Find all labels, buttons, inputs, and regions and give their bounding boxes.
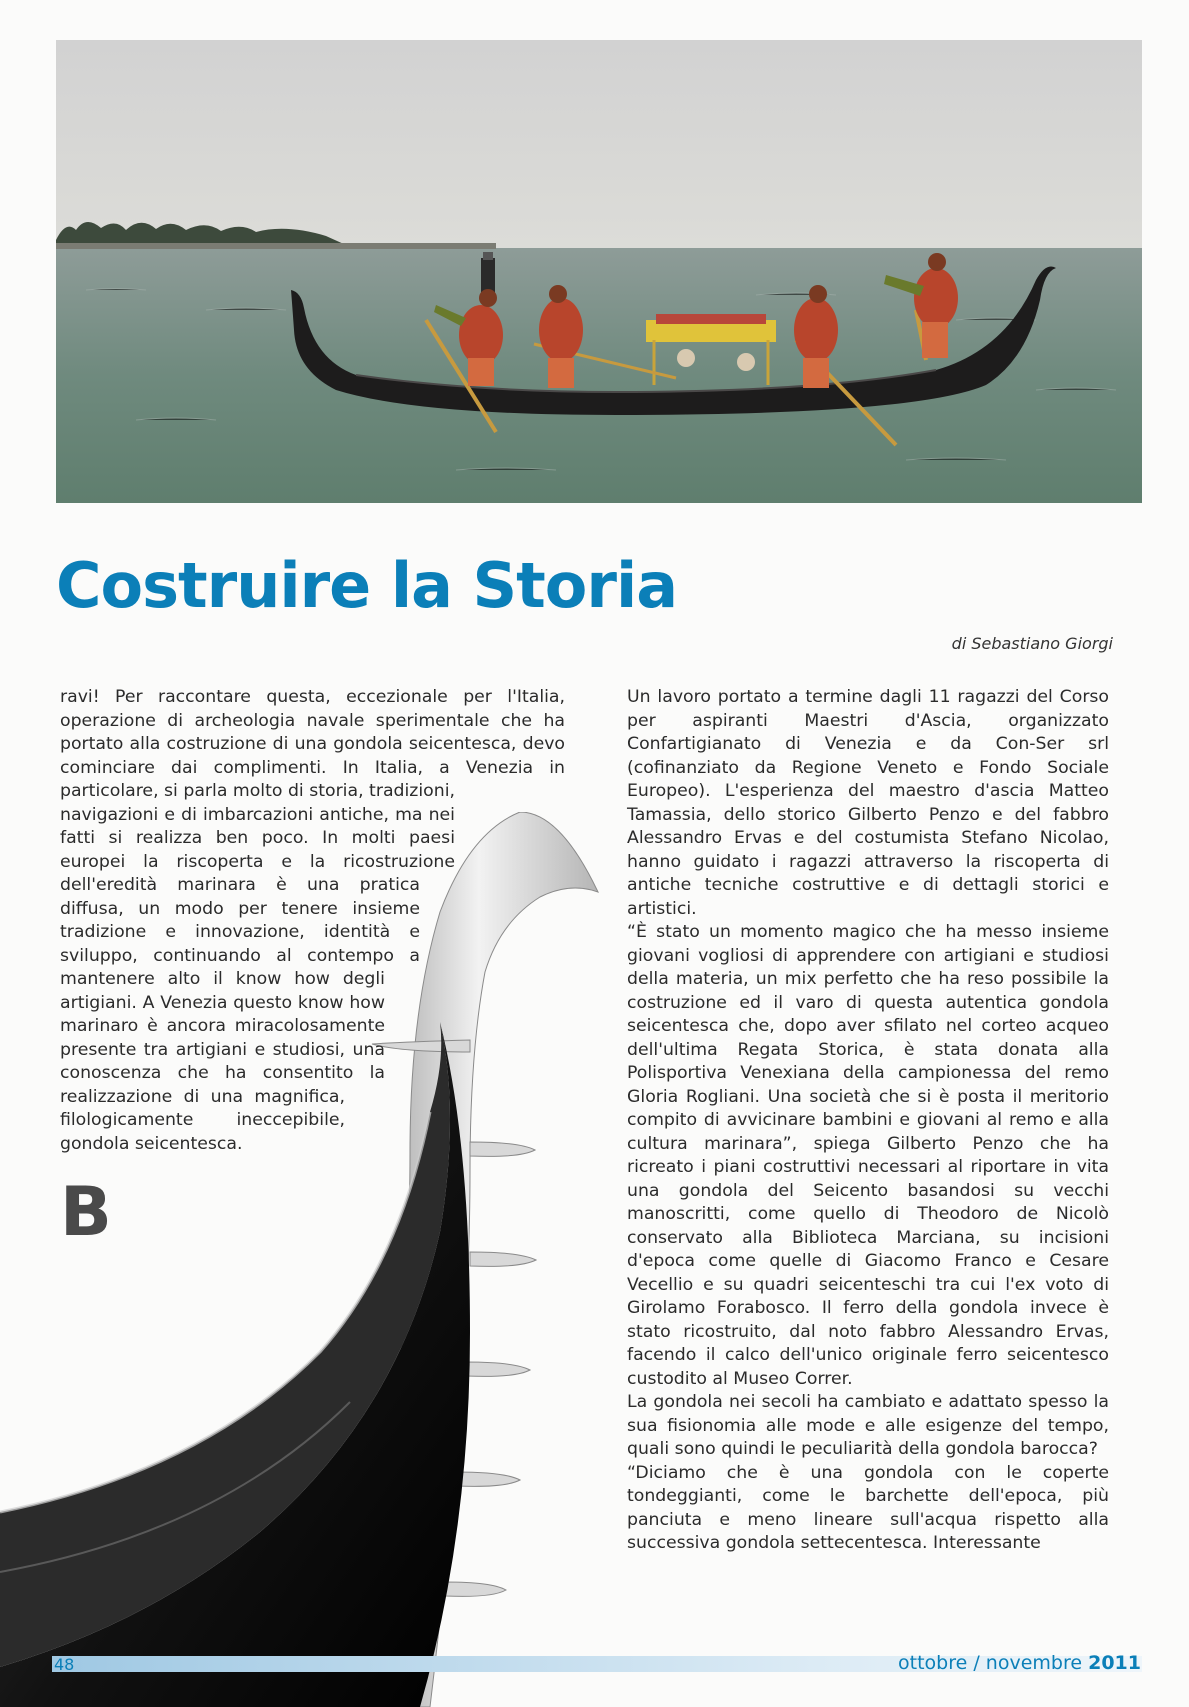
drop-cap: B — [60, 1173, 112, 1252]
right-paragraph-3: La gondola nei secoli ha cambiato e adattato spesso la sua fisionomia alle mode e alle esigenze del tempo, quali sono quindi le peculiarità della gondola barocca? — [627, 1392, 1109, 1459]
issue-year: 2011 — [1088, 1652, 1141, 1674]
right-column — [627, 686, 1109, 1556]
left-paragraph-text: ravi! Per raccontare questa, eccezionale per l'Italia, operazione di archeologia navale sperimentale che ha portato alla costruzione di una gondola seicentesca, devo cominciare dai complimenti. In Italia, a Venezia in particolare, si parla molto di storia, tradizioni, navigazioni e di imbarcazioni antiche, ma nei fatti si realizza ben poco. In molti paesi europei la riscoperta e la ricostruzione dell'eredità marinara è una pratica diffusa, un modo per tenere insieme tradizione e innovazione, identità e sviluppo, continuando al contempo a mantenere alto il know how degli artigiani. A Venezia questo know how marinaro è ancora miracolosamente presente tra artigiani e studiosi, una conoscenza che ha consentito la realizzazione di una magnifica, filologicamente ineccepibile, gondola seicentesca. — [60, 687, 565, 1154]
page-number: 48 — [54, 1655, 75, 1674]
issue-date — [898, 1652, 1141, 1674]
left-column — [60, 686, 575, 1481]
right-paragraph-2: “È stato un momento magico che ha messo insieme giovani vogliosi di apprendere con artigiani e studiosi della materia, un mix perfetto che ha reso possibile la costruzione ed il varo di questa autentica gondola seicentesca che, dopo aver sfilato nel corteo acqueo dell'ultima Regata Storica, è stata donata alla Polisportiva Venexiana della campionessa del remo Gloria Rogliani. Una società che si è posta il meritorio compito di avvicinare bambini e giovani al remo e alla cultura marinara”, spiega Gilberto Penzo che ha ricreato i piani costruttivi necessari al riportare in vita una gondola del Seicento basandosi su vecchi manoscritti, come quello di Theodoro de Nicolò conservato alla Biblioteca Marciana, su incisioni d'epoca come quelle di Giacomo Franco e Cesare Vecellio e su quadri seicenteschi tra cui l'ex voto di Girolamo Forabosco. Il ferro della gondola invece è stato ricostruito, dal noto fabbro Alessandro Ervas, facendo il calco dell'unico originale ferro seicentesco custodito al Museo Correr. — [627, 922, 1109, 1389]
right-paragraph-1: Un lavoro portato a termine dagli 11 ragazzi del Corso per aspiranti Maestri d'Ascia, organizzato Confartigianato di Venezia e da Con-Ser srl (cofinanziato da Regione Veneto e Fondo Sociale Europeo). L'esperienza del maestro d'ascia Matteo Tamassia, dello storico Gilberto Penzo e del fabbro Alessandro Ervas e del costumista Stefano Nicolao, hanno guidato i ragazzi attraverso la riscoperta di antiche tecniche costruttive e di dettagli storici e artistici. — [627, 687, 1109, 919]
article-byline: di Sebastiano Giorgi — [951, 634, 1113, 653]
issue-months: ottobre / novembre — [898, 1652, 1083, 1674]
article-title: Costruire la Storia — [56, 549, 678, 622]
gondola-rowers-photo — [56, 40, 1142, 503]
right-paragraph-4: “Diciamo che è una gondola con le coperte tondeggianti, come le barchette dell'epoca, più panciuta e meno lineare sull'acqua rispetto alla successiva gondola settecentesca. Interessante — [627, 1462, 1109, 1553]
